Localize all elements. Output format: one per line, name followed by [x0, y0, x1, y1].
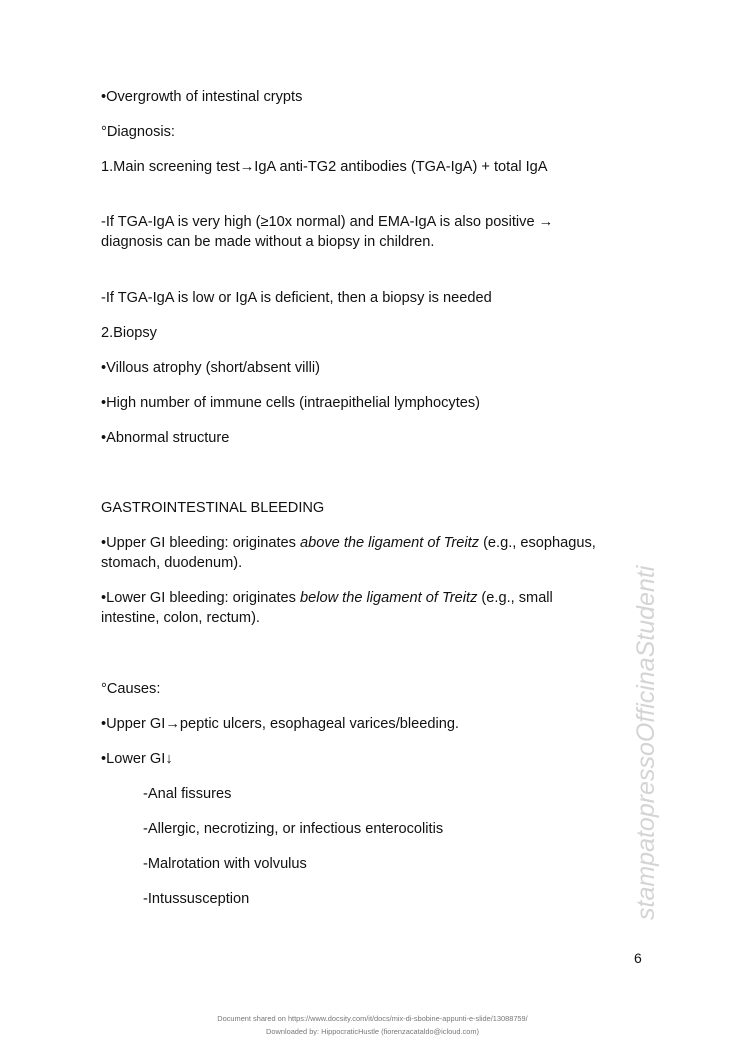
text: (e.g., esophagus,: [479, 535, 596, 551]
text: •Lower GI bleeding: originates: [101, 590, 300, 606]
sub-item: -Intussusception: [143, 891, 250, 907]
paragraph-line: stomach, duodenum).: [101, 555, 243, 571]
section-heading: GASTROINTESTINAL BLEEDING: [101, 500, 325, 516]
footer-downloaded-by: Downloaded by: HippocraticHustle (fiorenzacataldo@icloud.com): [266, 1027, 479, 1036]
paragraph-line: intestine, colon, rectum).: [101, 610, 260, 626]
bullet-text: [101, 534, 596, 552]
sub-item: -Allergic, necrotizing, or infectious enterocolitis: [143, 821, 444, 837]
bullet-text: •Abnormal structure: [101, 430, 230, 446]
bullet-text: •High number of immune cells (intraepithelial lymphocytes): [101, 395, 481, 411]
numbered-item: 2.Biopsy: [101, 325, 157, 341]
text: (e.g., small: [477, 590, 553, 606]
bullet-text: •Lower GI↓: [101, 751, 173, 767]
paragraph-line: -If TGA-IgA is low or IgA is deficient, then a biopsy is needed: [101, 290, 492, 306]
section-label: °Diagnosis:: [101, 124, 175, 140]
paragraph-line: -If TGA-IgA is very high (≥10x normal) and EMA-IgA is also positive →: [101, 214, 554, 230]
watermark: stampatopressoOfficinaStudenti: [632, 565, 660, 920]
italic-text: above the ligament of Treitz: [300, 535, 480, 551]
text: •Upper GI bleeding: originates: [101, 535, 300, 551]
bullet-text: •Villous atrophy (short/absent villi): [101, 360, 320, 376]
section-label: °Causes:: [101, 681, 161, 697]
sub-item: -Anal fissures: [143, 786, 232, 802]
bullet-text: •Upper GI→peptic ulcers, esophageal varices/bleeding.: [101, 716, 459, 732]
sub-item: -Malrotation with volvulus: [143, 856, 307, 872]
bullet-text: [101, 589, 553, 607]
italic-text: below the ligament of Treitz: [300, 590, 478, 606]
footer-shared-link[interactable]: Document shared on https://www.docsity.com/it/docs/mix-di-sbobine-appunti-e-slide/13088759/: [217, 1014, 528, 1023]
numbered-item: 1.Main screening test→IgA anti-TG2 antibodies (TGA-IgA) + total IgA: [101, 159, 548, 175]
page-number: 6: [634, 950, 642, 966]
bullet-text: •Overgrowth of intestinal crypts: [101, 89, 303, 105]
paragraph-line: diagnosis can be made without a biopsy in children.: [101, 234, 435, 250]
